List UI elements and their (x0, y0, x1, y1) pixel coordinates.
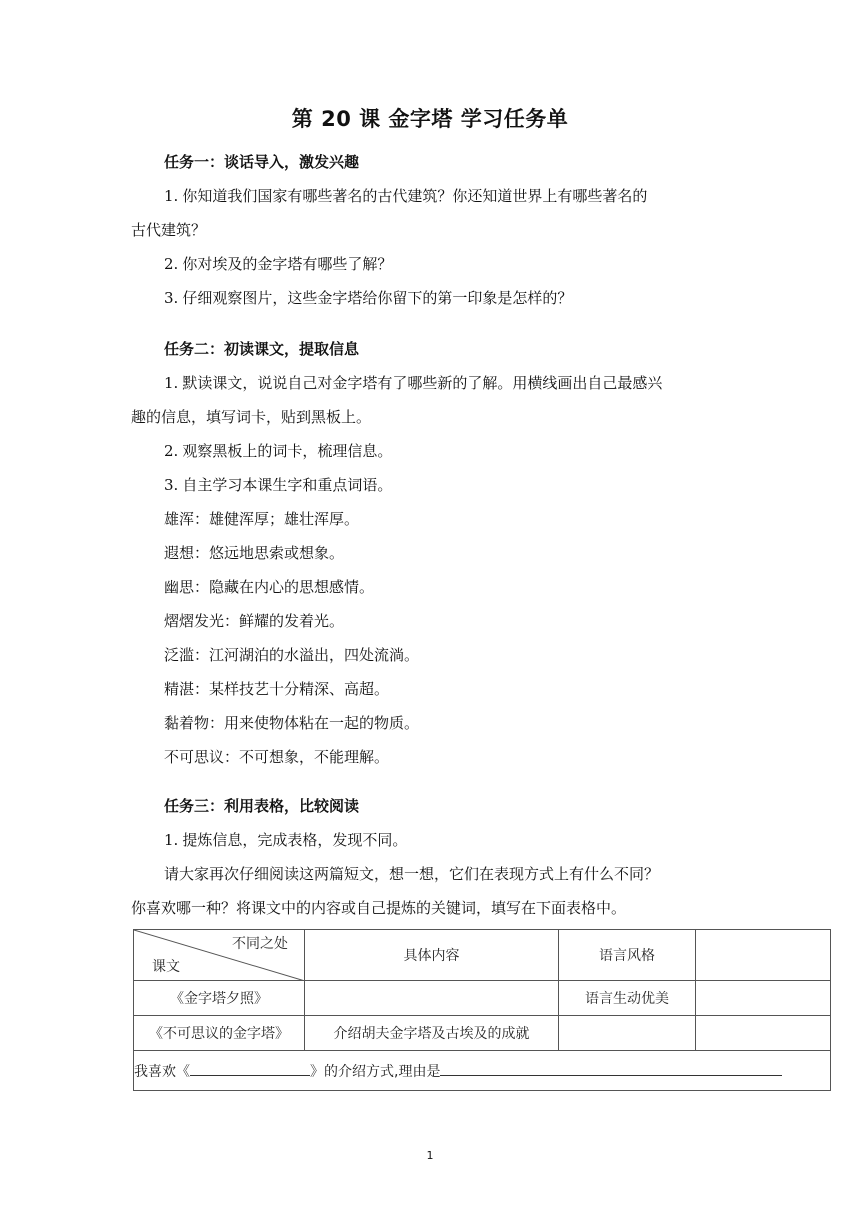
table-footer-row (134, 1051, 831, 1091)
task3-paragraph-line-1: 请大家再次仔细阅读这两篇短文，想一想，它们在表现方式上有什么不同？ (164, 865, 660, 883)
task2-q1-number: 1. (164, 374, 179, 392)
table-row (134, 981, 831, 1016)
task2-question-2 (164, 434, 734, 468)
preference-middle: 》的介绍方式,理由是 (310, 1064, 441, 1080)
task3-paragraph-line-2: 你喜欢哪一种？将课文中的内容或自己提炼的关键词，填写在下面表格中。 (131, 899, 627, 917)
task1-q3-number: 3. (164, 289, 179, 307)
task3-heading: 任务三：利用表格，比较阅读 (164, 797, 360, 815)
task1-q2-number: 2. (164, 255, 179, 273)
diagonal-header-cell (134, 930, 305, 981)
vocab-item: 熠熠发光：鲜耀的发着光。 (164, 612, 345, 630)
corner-label-top: 不同之处 (232, 936, 288, 952)
row-content-cell: 介绍胡夫金字塔及古埃及的成就 (305, 1016, 559, 1051)
task3-q1-number: 1. (164, 831, 179, 849)
vocab-item: 泛滥：江河湖泊的水溢出，四处流淌。 (164, 646, 420, 664)
task2-q1-continuation: 趣的信息，填写词卡，贴到黑板上。 (131, 408, 372, 426)
vocab-item: 不可思议：不可想象，不能理解。 (164, 748, 390, 766)
vocab-item: 幽思：隐藏在内心的思想感情。 (164, 578, 375, 596)
task2-heading: 任务二：初读课文，提取信息 (164, 340, 360, 358)
task2-q1-text: 默读课文，说说自己对金字塔有了哪些新的了解。用横线画出自己最感兴 (182, 374, 663, 392)
preference-prefix: 我喜欢《 (134, 1064, 190, 1080)
row-extra-cell[interactable] (696, 981, 831, 1016)
task1-q1-number: 1. (164, 187, 179, 205)
task1-q2-text: 你对埃及的金字塔有哪些了解？ (182, 255, 393, 273)
task1-question-3 (164, 281, 734, 315)
page-number: 1 (426, 1149, 434, 1162)
fill-blank-title[interactable] (190, 1060, 310, 1076)
task3-q1-text: 提炼信息，完成表格，发现不同。 (182, 831, 408, 849)
task3-question-1 (164, 823, 734, 857)
task1-q3-text: 仔细观察图片，这些金字塔给你留下的第一印象是怎样的？ (182, 289, 573, 307)
task1-heading: 任务一：谈话导入，激发兴趣 (164, 153, 360, 171)
header-style: 语言风格 (559, 930, 696, 981)
row-content-cell[interactable] (305, 981, 559, 1016)
vocab-item: 精湛：某样技艺十分精深、高超。 (164, 680, 390, 698)
row-style-cell[interactable] (559, 1016, 696, 1051)
task2-q3-number: 3. (164, 476, 179, 494)
header-content: 具体内容 (305, 930, 559, 981)
row-extra-cell[interactable] (696, 1016, 831, 1051)
fill-blank-reason[interactable] (440, 1060, 782, 1076)
vocab-item: 黏着物：用来使物体粘在一起的物质。 (164, 714, 420, 732)
task1-question-2 (164, 247, 734, 281)
vocab-item: 雄浑：雄健浑厚；雄壮浑厚。 (164, 510, 360, 528)
task1-q1-continuation: 古代建筑？ (131, 221, 207, 239)
row-text-title: 《不可思议的金字塔》 (134, 1016, 305, 1051)
task2-question-1 (164, 366, 734, 400)
table-row (134, 1016, 831, 1051)
row-text-title: 《金字塔夕照》 (134, 981, 305, 1016)
row-style-cell: 语言生动优美 (559, 981, 696, 1016)
vocab-item: 遐想：悠远地思索或想象。 (164, 544, 345, 562)
task2-q3-text: 自主学习本课生字和重点词语。 (182, 476, 393, 494)
header-extra (696, 930, 831, 981)
preference-sentence (134, 1051, 831, 1091)
task2-q2-text: 观察黑板上的词卡，梳理信息。 (182, 442, 393, 460)
task1-question-1 (164, 179, 734, 213)
corner-label-bottom: 课文 (152, 959, 180, 975)
task2-question-3 (164, 468, 734, 502)
task1-q1-text: 你知道我们国家有哪些著名的古代建筑？你还知道世界上有哪些著名的 (182, 187, 648, 205)
comparison-table (133, 929, 831, 1091)
task2-q2-number: 2. (164, 442, 179, 460)
page-title: 第 20 课 金字塔 学习任务单 (291, 107, 569, 131)
table-header-row (134, 930, 831, 981)
